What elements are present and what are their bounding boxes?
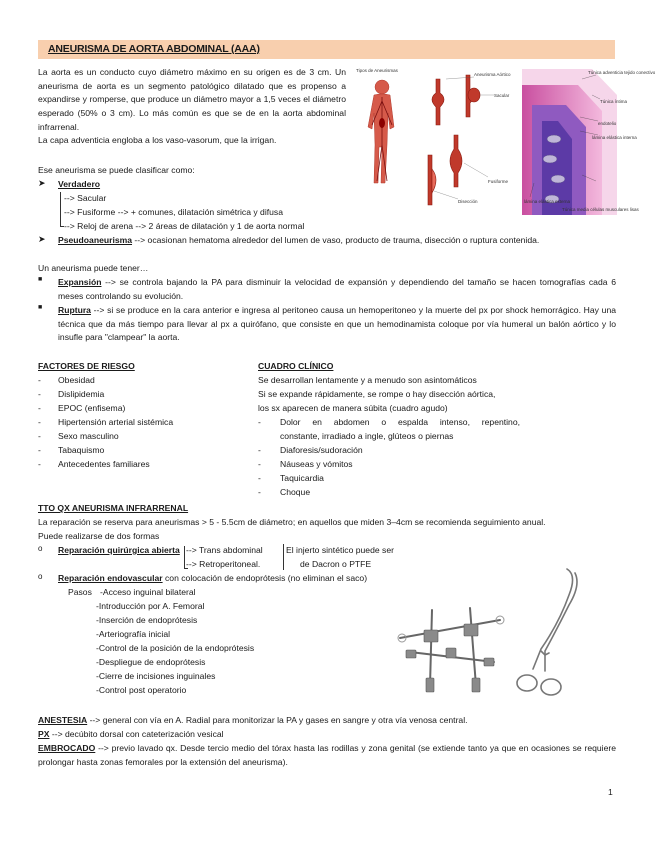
- embrocado-paragraph: EMBROCADO --> previo lavado qx. Desde tercio medio del tórax hasta las rodillas y zona genital (se extiende tanto ya que en ocasiones se requiere prolongar hasta zonas femorales por la extensión del aneurisma).: [38, 743, 616, 767]
- dash-bullet: -: [258, 487, 261, 497]
- risk-item: EPOC (enfisema): [58, 403, 126, 413]
- square-bullet-icon: ■: [38, 304, 43, 311]
- dash-bullet: -: [258, 473, 261, 483]
- step-item: -Control de la posición de la endoprótesis: [96, 643, 255, 653]
- verdadero-sub-fusiforme: --> Fusiforme --> + comunes, dilatación simétrica y difusa: [64, 207, 283, 217]
- graft-bracket: [280, 544, 284, 570]
- risk-item: Dislipidemia: [58, 389, 105, 399]
- dash-bullet: -: [38, 459, 41, 469]
- dash-bullet: -: [38, 375, 41, 385]
- figure2-label-adventicia: Túnica adventicia tejido conectivo: [588, 70, 655, 75]
- page-title: ANEURISMA DE AORTA ABDOMINAL (AAA): [48, 43, 260, 55]
- risk-item: Hipertensión arterial sistémica: [58, 417, 174, 427]
- ruptura-paragraph: Ruptura --> si se produce en la cara anterior e ingresa al peritoneo causa un hemoperitoneo y la muerte del px por shock hemorrágico. Hay una técnica que da más tiempo para llevar al px a quirófano, que consiste en que un hemodinamista coloque por vía humeral un balón aórtico y lo insufle para "clampear" la aorta.: [58, 305, 616, 343]
- dash-bullet: -: [38, 403, 41, 413]
- verdadero-sub-sacular: --> Sacular: [64, 193, 107, 203]
- verdadero-sub-reloj: --> Reloj de arena --> 2 áreas de dilatación y 1 de aorta normal: [64, 221, 305, 231]
- circle-bullet-icon: o: [38, 544, 43, 553]
- clinical-item: Choque: [280, 487, 311, 497]
- figure2-label-elastica-interna: lámina elástica interna: [592, 135, 637, 140]
- arrow-bullet-icon: ➤: [38, 178, 46, 188]
- dash-bullet: -: [38, 417, 41, 427]
- step-item: -Inserción de endoprótesis: [96, 615, 198, 625]
- open-repair-bracket: [184, 546, 188, 569]
- clinical-line-3: los sx aparecen de manera súbita (cuadro agudo): [258, 403, 448, 413]
- aneurysm-types-figure: [354, 65, 522, 210]
- open-repair-trans: --> Trans abdominal: [186, 545, 263, 555]
- step-item: -Cierre de incisiones inguinales: [96, 671, 216, 681]
- risk-item: Tabaquismo: [58, 445, 105, 455]
- forceps-figure: [505, 565, 585, 705]
- px-line: PX --> decúbito dorsal con cateterización vesical: [38, 729, 224, 739]
- circle-bullet-icon: o: [38, 572, 43, 581]
- classify-intro: Ese aneurisma se puede clasificar como:: [38, 165, 195, 175]
- graft-text-2: de Dacron o PTFE: [300, 559, 372, 569]
- clinical-line-2: Si se expande rápidamente, se rompe o hay disección aórtica,: [258, 389, 496, 399]
- figure1-label-diseccion: Disección: [458, 199, 478, 204]
- risk-item: Sexo masculino: [58, 431, 119, 441]
- step-item: -Acceso inguinal bilateral: [100, 587, 196, 597]
- steps-label: Pasos: [68, 587, 92, 597]
- anestesia-line: ANESTESIA --> general con vía en A. Radial para monitorizar la PA y gases en sangre y otra vía venosa central.: [38, 715, 468, 725]
- pseudoaneurisma-line: Pseudoaneurisma --> ocasionan hematoma alrededor del lumen de vaso, producto de trauma, disección o ruptura contenida.: [58, 235, 540, 245]
- step-item: -Despliegue de endoprótesis: [96, 657, 206, 667]
- graft-text-1: El injerto sintético puede ser: [286, 545, 394, 555]
- treatment-heading: TTO QX ANEURISMA INFRARRENAL: [38, 503, 189, 513]
- dash-bullet: -: [38, 389, 41, 399]
- treatment-paragraph-2: Puede realizarse de dos formas: [38, 531, 160, 541]
- clinical-line-1: Se desarrollan lentamente y a menudo son asintomáticos: [258, 375, 477, 385]
- figure1-label-aortic: Aneurisma Aórtico: [474, 72, 511, 77]
- step-item: -Arteriografía inicial: [96, 629, 171, 639]
- figure1-label-fusiforme: Fusiforme: [488, 179, 509, 184]
- open-repair-label: Reparación quirúrgica abierta: [58, 545, 180, 555]
- dash-bullet: -: [258, 417, 261, 427]
- expansion-paragraph: Expansión --> se controla bajando la PA para disminuir la velocidad de expansión y dependiendo del tamaño se hacen tomografías cada 6 meses controlando su evolución.: [58, 277, 616, 301]
- retractor-figure: [390, 590, 510, 700]
- vessel-wall-figure: [522, 65, 655, 225]
- dash-bullet: -: [258, 445, 261, 455]
- evolution-intro: Un aneurisma puede tener…: [38, 263, 149, 273]
- dash-bullet: -: [38, 445, 41, 455]
- treatment-paragraph-1: La reparación se reserva para aneurismas > 5 - 5.5cm de diámetro; en aquellos que miden 3–4cm se recomienda seguimiento anual.: [38, 517, 546, 527]
- figure2-label-elastica-externa: lámina elástica externa: [524, 199, 571, 204]
- intro-paragraph: La aorta es un conducto cuyo diámetro máximo en su origen es de 3 cm. Un aneurisma de aorta es un segmento patológico dilatado que es propenso a expandirse y romperse, que produce un diámetro mayor a 1,5 veces el diámetro esperado (50% o 3 cm). Lo más común es que se de en la aorta abdominal infrarrenal.: [38, 67, 346, 132]
- verdadero-label: Verdadero: [58, 179, 101, 189]
- dash-bullet: -: [38, 431, 41, 441]
- clinical-item: Náuseas y vómitos: [280, 459, 353, 469]
- figure1-label-sacular: Sacular: [494, 93, 510, 98]
- figure2-label-intima: Túnica íntima: [600, 99, 628, 104]
- step-item: -Control post operatorio: [96, 685, 187, 695]
- dash-bullet: -: [258, 459, 261, 469]
- page-number: 1: [608, 787, 613, 797]
- clinical-item: Diaforesis/sudoración: [280, 445, 363, 455]
- clinical-item-dolor-cont: constante, irradiado a ingle, glúteos o piernas: [280, 431, 454, 441]
- risk-heading: FACTORES DE RIESGO: [38, 361, 135, 371]
- clinical-heading: CUADRO CLÍNICO: [258, 361, 334, 371]
- clinical-item: Taquicardia: [280, 473, 324, 483]
- risk-item: Obesidad: [58, 375, 95, 385]
- adventitia-text: La capa adventicia engloba a los vaso-vasorum, que la irrigan.: [38, 135, 277, 145]
- title-bar: [38, 40, 615, 59]
- arrow-bullet-icon: ➤: [38, 234, 46, 244]
- endovascular-line: Reparación endovascular con colocación de endoprótesis (no eliminan el saco): [58, 573, 368, 583]
- figure1-title: Tipos de Aneurismas: [356, 68, 398, 73]
- risk-item: Antecedentes familiares: [58, 459, 150, 469]
- open-repair-retro: --> Retroperitoneal.: [186, 559, 261, 569]
- figure2-label-endotelio: endotelio: [598, 121, 617, 126]
- square-bullet-icon: ■: [38, 276, 43, 283]
- figure2-label-media: Túnica media células musculares lisas: [562, 207, 639, 212]
- clinical-item-dolor: Dolor en abdomen o espalda intenso, repentino,: [280, 417, 520, 427]
- step-item: -Introducción por A. Femoral: [96, 601, 205, 611]
